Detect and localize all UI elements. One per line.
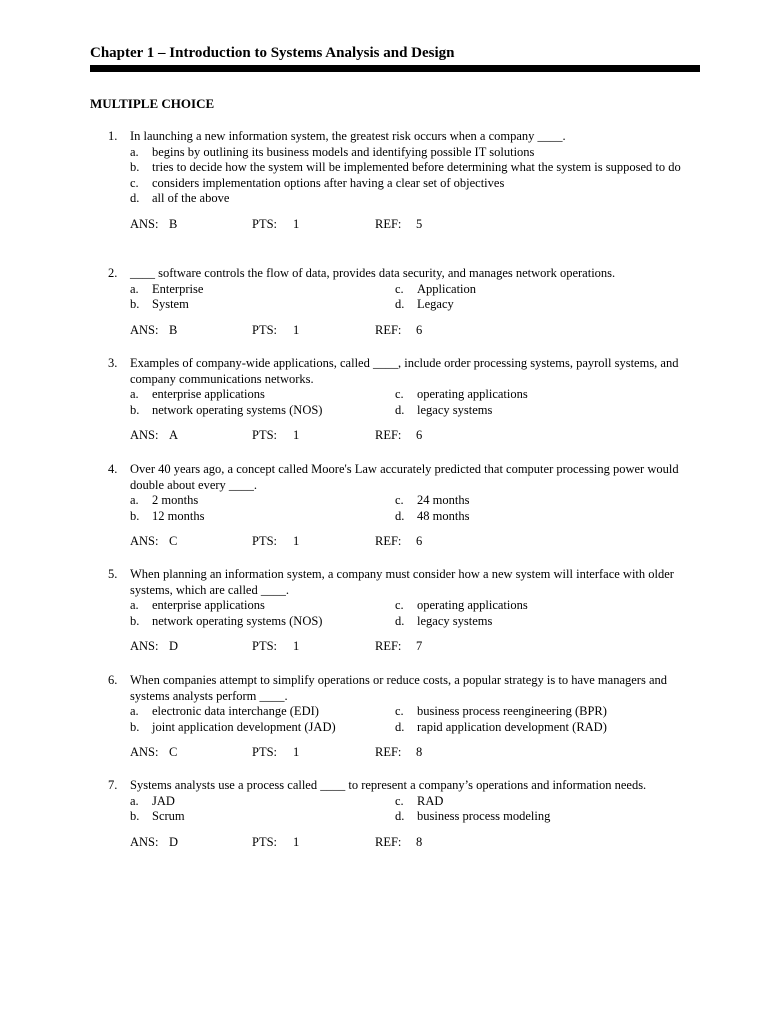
ans-value: D (169, 639, 179, 654)
choice-a (130, 598, 395, 614)
choice-text: business process reengineering (BPR) (417, 704, 607, 719)
choice-d (395, 809, 702, 825)
choice-text: 24 months (417, 493, 470, 508)
question-4 (90, 462, 702, 550)
answer-meta (90, 745, 702, 761)
choice-d (395, 403, 702, 419)
choice-letter: d. (395, 809, 405, 824)
question-text: Examples of company-wide applications, called ____, include order processing systems, payroll systems, and company communications networks. (130, 356, 679, 386)
choice-d (395, 509, 702, 525)
choice-letter: d. (395, 297, 405, 312)
ans-label: ANS: (130, 322, 159, 337)
question-5 (90, 567, 702, 655)
choice-grid (90, 282, 702, 313)
ans-label: ANS: (130, 534, 159, 549)
choice-text: Scrum (152, 809, 185, 824)
choice-text: network operating systems (NOS) (152, 402, 323, 417)
choice-letter: c. (395, 493, 404, 508)
pts-label: PTS: (252, 639, 278, 654)
choice-letter: b. (130, 809, 140, 824)
question-text: ____ software controls the flow of data, provides data security, and manages network operations. (130, 266, 616, 280)
choice-text: operating applications (417, 387, 528, 402)
pts-label: PTS: (252, 745, 278, 760)
answer-meta (90, 217, 702, 233)
question-number: 7. (108, 778, 118, 792)
choice-d (395, 614, 702, 630)
pts-label: PTS: (252, 216, 278, 231)
choice-letter: b. (130, 613, 140, 628)
ref-value: 6 (416, 428, 423, 443)
choice-letter: a. (130, 281, 139, 296)
ref-label: REF: (375, 322, 402, 337)
choice-letter: d. (395, 508, 405, 523)
choice-letter: a. (130, 598, 139, 613)
choice-letter: c. (395, 793, 404, 808)
choice-letter: d. (395, 402, 405, 417)
choice-text: JAD (152, 793, 175, 808)
ans-value: B (169, 322, 178, 337)
question-text: Systems analysts use a process called ____ to represent a company’s operations and information needs. (130, 778, 647, 792)
choice-text: Enterprise (152, 281, 204, 296)
choice-text: joint application development (JAD) (152, 719, 336, 734)
choice-text: 48 months (417, 508, 470, 523)
choice-letter: d. (395, 613, 405, 628)
pts-label: PTS: (252, 834, 278, 849)
choice-text: System (152, 297, 189, 312)
choice-text: Legacy (417, 297, 454, 312)
choice-grid (90, 704, 702, 735)
ans-value: B (169, 216, 178, 231)
choice-text: legacy systems (417, 402, 493, 417)
choice-c (395, 493, 702, 509)
choice-d (395, 720, 702, 736)
choice-text: network operating systems (NOS) (152, 613, 323, 628)
choice-d (130, 191, 702, 207)
choice-a (130, 282, 395, 298)
answer-meta (90, 639, 702, 655)
question-number: 2. (108, 266, 118, 280)
answer-meta (90, 323, 702, 339)
choice-c (395, 704, 702, 720)
choice-text: 2 months (152, 493, 199, 508)
ref-value: 8 (416, 834, 423, 849)
choice-c (395, 794, 702, 810)
choice-letter: a. (130, 387, 139, 402)
choice-text: electronic data interchange (EDI) (152, 704, 319, 719)
choice-text: rapid application development (RAD) (417, 719, 607, 734)
ans-value: D (169, 834, 179, 849)
ans-label: ANS: (130, 428, 159, 443)
ref-label: REF: (375, 216, 402, 231)
pts-label: PTS: (252, 534, 278, 549)
ref-label: REF: (375, 534, 402, 549)
choice-letter: a. (130, 704, 139, 719)
choice-b (130, 509, 395, 525)
ans-label: ANS: (130, 834, 159, 849)
question-stem (90, 356, 702, 387)
choice-a (130, 145, 702, 161)
answer-meta (90, 835, 702, 851)
ref-label: REF: (375, 834, 402, 849)
choice-b (130, 720, 395, 736)
ref-value: 8 (416, 745, 423, 760)
pts-value: 1 (293, 216, 300, 231)
choice-letter: c. (395, 281, 404, 296)
choice-letter: b. (130, 402, 140, 417)
question-text: Over 40 years ago, a concept called Moore's Law accurately predicted that computer processing power would double about every ____. (130, 462, 679, 492)
choice-b (130, 614, 395, 630)
choice-b (130, 160, 702, 176)
answer-meta (90, 534, 702, 550)
question-text: In launching a new information system, the greatest risk occurs when a company ____. (130, 129, 566, 143)
ref-label: REF: (375, 428, 402, 443)
choice-letter: d. (395, 719, 405, 734)
choice-text: all of the above (152, 191, 230, 206)
choice-text: operating applications (417, 598, 528, 613)
choice-letter: b. (130, 719, 140, 734)
choice-c (395, 282, 702, 298)
choice-list (90, 145, 702, 207)
choice-text: business process modeling (417, 809, 551, 824)
choice-c (395, 598, 702, 614)
choice-grid (90, 598, 702, 629)
question-number: 5. (108, 567, 118, 581)
question-2 (90, 266, 702, 339)
ans-label: ANS: (130, 745, 159, 760)
question-number: 1. (108, 129, 118, 143)
question-stem (90, 129, 702, 145)
answer-meta (90, 428, 702, 444)
choice-b (130, 297, 395, 313)
question-number: 4. (108, 462, 118, 476)
choice-b (130, 809, 395, 825)
pts-label: PTS: (252, 428, 278, 443)
pts-value: 1 (293, 534, 300, 549)
pts-value: 1 (293, 745, 300, 760)
choice-c (395, 387, 702, 403)
choice-text: considers implementation options after having a clear set of objectives (152, 175, 505, 190)
question-stem (90, 673, 702, 704)
choice-letter: d. (130, 191, 140, 206)
pts-value: 1 (293, 834, 300, 849)
choice-letter: a. (130, 793, 139, 808)
question-number: 6. (108, 673, 118, 687)
ans-value: C (169, 745, 178, 760)
choice-letter: b. (130, 508, 140, 523)
ref-value: 7 (416, 639, 423, 654)
choice-b (130, 403, 395, 419)
choice-letter: a. (130, 144, 139, 159)
question-stem (90, 462, 702, 493)
pts-value: 1 (293, 322, 300, 337)
choice-text: Application (417, 281, 477, 296)
choice-a (130, 387, 395, 403)
ref-label: REF: (375, 745, 402, 760)
choice-letter: c. (395, 387, 404, 402)
choice-grid (90, 493, 702, 524)
choice-letter: c. (395, 598, 404, 613)
pts-value: 1 (293, 428, 300, 443)
choice-text: tries to decide how the system will be implemented before determining what the system is supposed to do (152, 160, 681, 175)
choice-letter: b. (130, 297, 140, 312)
choice-grid (90, 794, 702, 825)
choice-text: begins by outlining its business models and identifying possible IT solutions (152, 144, 535, 159)
ref-value: 5 (416, 216, 423, 231)
ref-value: 6 (416, 534, 423, 549)
choice-a (130, 493, 395, 509)
choice-c (130, 176, 702, 192)
ref-value: 6 (416, 322, 423, 337)
choice-text: 12 months (152, 508, 205, 523)
question-stem (90, 266, 702, 282)
pts-label: PTS: (252, 322, 278, 337)
choice-text: RAD (417, 793, 444, 808)
choice-text: enterprise applications (152, 387, 265, 402)
choice-d (395, 297, 702, 313)
question-7 (90, 778, 702, 851)
choice-a (130, 794, 395, 810)
choice-letter: a. (130, 493, 139, 508)
question-text: When planning an information system, a company must consider how a new system will interface with older systems, which are called ____. (130, 567, 674, 597)
question-number: 3. (108, 356, 118, 370)
ref-label: REF: (375, 639, 402, 654)
ans-label: ANS: (130, 216, 159, 231)
section-title: MULTIPLE CHOICE (90, 96, 215, 111)
question-text: When companies attempt to simplify operations or reduce costs, a popular strategy is to have managers and systems analysts perform ____. (130, 673, 667, 703)
choice-a (130, 704, 395, 720)
question-stem (90, 778, 702, 794)
question-6 (90, 673, 702, 761)
choice-text: enterprise applications (152, 598, 265, 613)
choice-grid (90, 387, 702, 418)
chapter-title: Chapter 1 – Introduction to Systems Analysis and Design (90, 45, 455, 61)
choice-letter: c. (395, 704, 404, 719)
question-stem (90, 567, 702, 598)
ans-label: ANS: (130, 639, 159, 654)
ans-value: A (169, 428, 179, 443)
question-3 (90, 356, 702, 444)
question-1 (90, 129, 702, 233)
pts-value: 1 (293, 639, 300, 654)
title-rule (90, 65, 700, 72)
choice-letter: c. (130, 175, 139, 190)
ans-value: C (169, 534, 178, 549)
choice-letter: b. (130, 160, 140, 175)
choice-text: legacy systems (417, 613, 493, 628)
